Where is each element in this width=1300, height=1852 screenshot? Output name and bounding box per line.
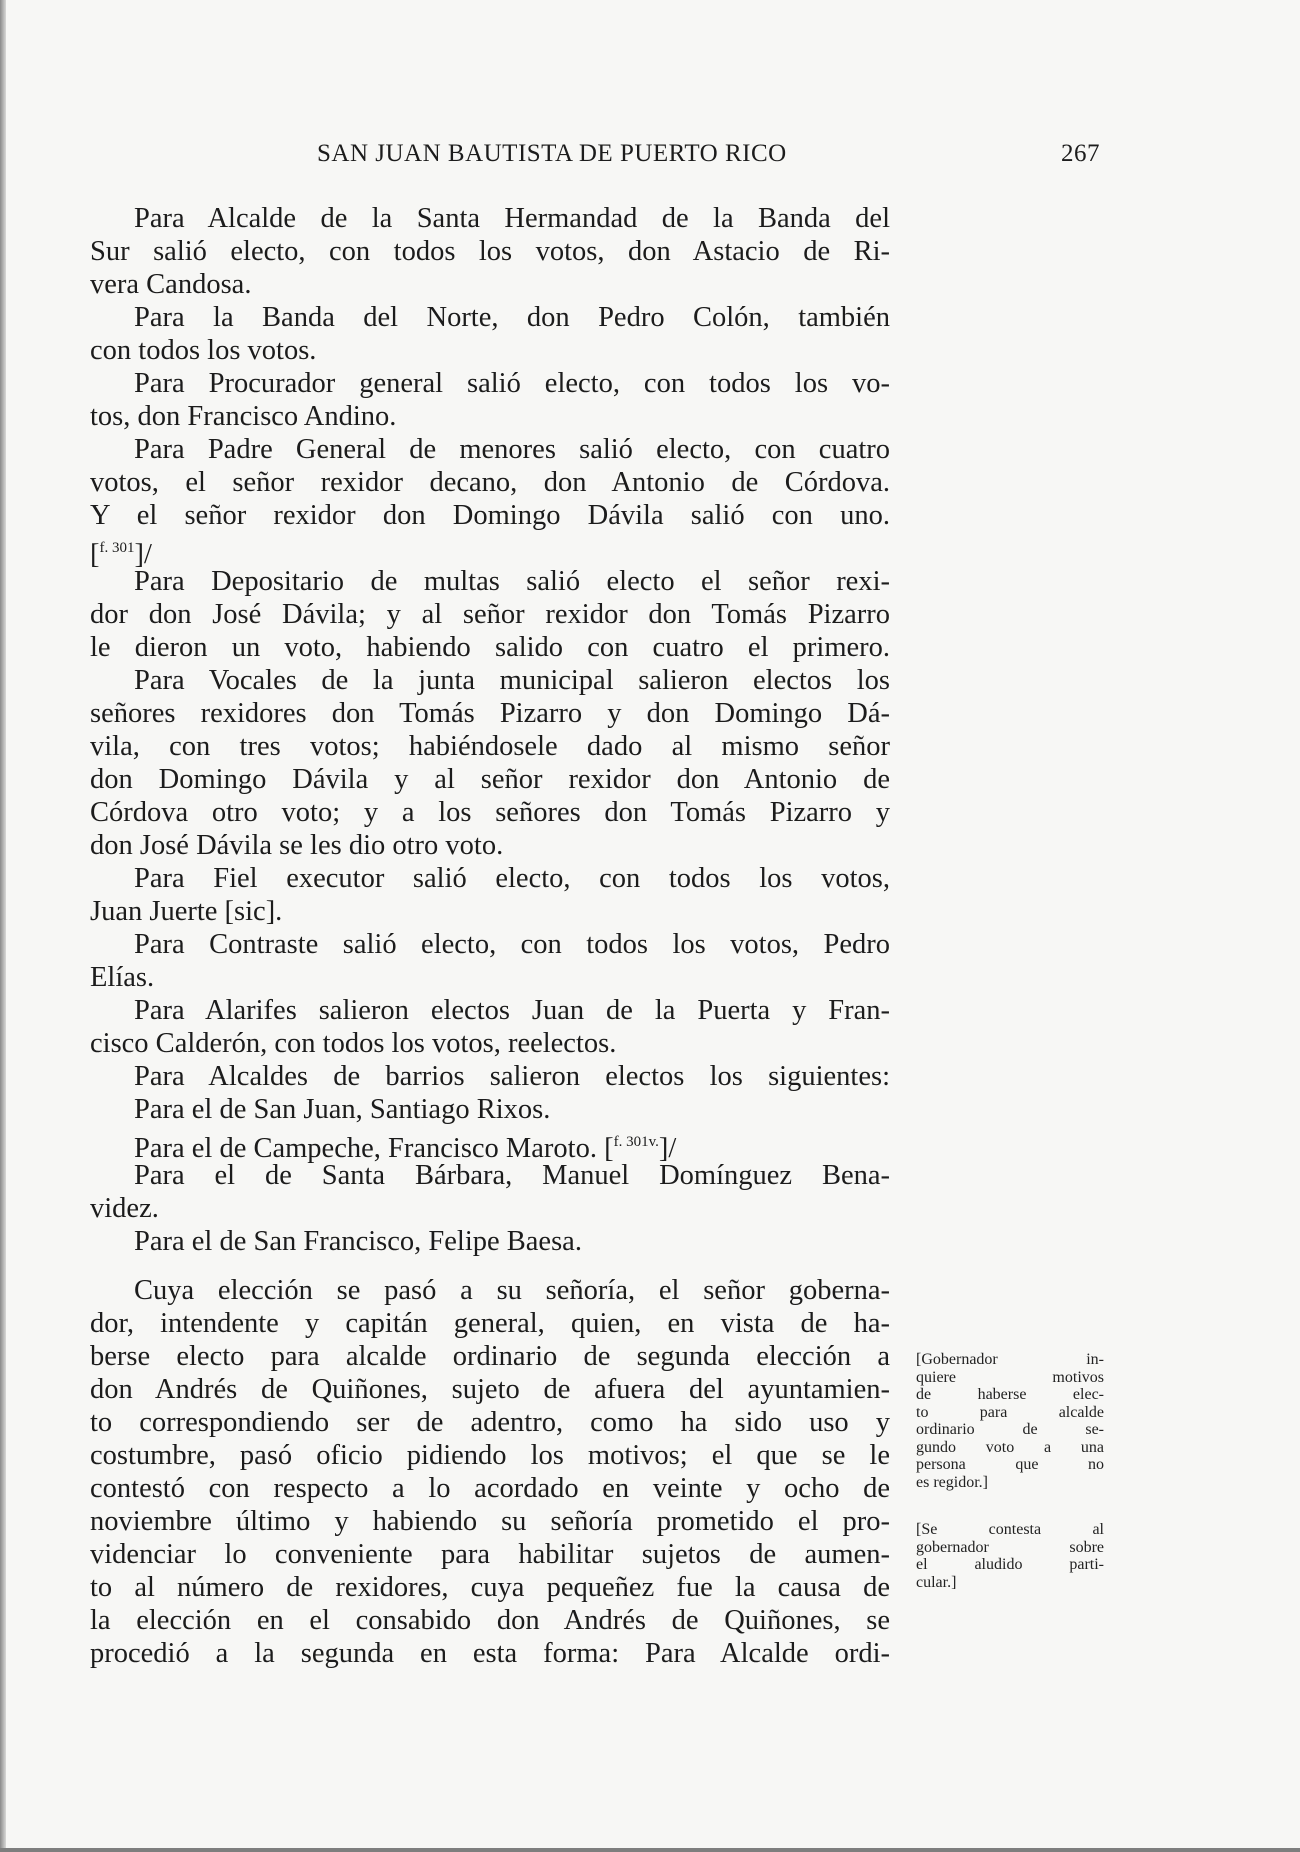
text-line: Y el señor rexidor don Domingo Dávila salió con uno. bbox=[90, 500, 890, 531]
text-line: votos, el señor rexidor decano, don Antonio de Córdova. bbox=[90, 467, 890, 498]
text-line: vila, con tres votos; habiéndosele dado al mismo señor bbox=[90, 731, 890, 762]
folio-marker: [$^{f. 301v.}$]/ bbox=[604, 1133, 677, 1164]
text-line: Juan Juerte [sic]. bbox=[90, 896, 283, 927]
text-line: noviembre último y habiendo su señoría prometido el pro- bbox=[90, 1506, 890, 1537]
text-line: dor don José Dávila; y al señor rexidor don Tomás Pizarro bbox=[90, 599, 890, 630]
margin-note-governor-inquiry bbox=[916, 1351, 1104, 1491]
text-line: don Domingo Dávila y al señor rexidor don Antonio de bbox=[90, 764, 890, 795]
text-line: to correspondiendo ser de adentro, como ha sido uso y bbox=[90, 1407, 890, 1438]
text-line: costumbre, pasó oficio pidiendo los motivos; el que se le bbox=[90, 1440, 890, 1471]
text-line: contestó con respecto a lo acordado en veinte y ocho de bbox=[90, 1473, 890, 1504]
text-line: don José Dávila se les dio otro voto. bbox=[90, 830, 504, 861]
text-line: Elías. bbox=[90, 962, 155, 993]
text-line: Para Procurador general salió electo, con todos los vo- bbox=[134, 368, 890, 399]
text-line: Para Alarifes salieron electos Juan de la Puerta y Fran- bbox=[134, 995, 890, 1026]
text-line: Cuya elección se pasó a su señoría, el señor goberna- bbox=[134, 1275, 890, 1306]
text-line: procedió a la segunda en esta forma: Para Alcalde ordi- bbox=[90, 1638, 890, 1669]
note-line: es regidor.] bbox=[916, 1473, 988, 1491]
text-line: cisco Calderón, con todos los votos, reelectos. bbox=[90, 1028, 617, 1059]
text-line: Para Alcaldes de barrios salieron electos los siguientes: bbox=[134, 1061, 890, 1092]
text-line bbox=[90, 1126, 890, 1164]
text-line: Para la Banda del Norte, don Pedro Colón, también bbox=[134, 302, 890, 333]
text-line: tos, don Francisco Andino. bbox=[90, 401, 397, 432]
note-line: persona que no bbox=[916, 1456, 1104, 1473]
text-line: videnciar lo conveniente para habilitar sujetos de aumen- bbox=[90, 1539, 890, 1570]
text-line: dor, intendente y capitán general, quien, en vista de ha- bbox=[90, 1308, 890, 1339]
text-line: con todos los votos. bbox=[90, 335, 317, 366]
note-line: quiere motivos bbox=[916, 1368, 1104, 1386]
page-edge bbox=[0, 0, 6, 1852]
text-line: señores rexidores don Tomás Pizarro y don Domingo Dá- bbox=[90, 698, 890, 729]
text-line: Córdova otro voto; y a los señores don Tomás Pizarro y bbox=[90, 797, 890, 828]
text-line: le dieron un voto, habiendo salido con cuatro el primero. bbox=[90, 632, 890, 663]
text-line: Para Alcalde de la Santa Hermandad de la Banda del bbox=[134, 203, 890, 234]
text-line: Para el de San Francisco, Felipe Baesa. bbox=[134, 1226, 582, 1257]
note-line: gobernador sobre bbox=[916, 1538, 1104, 1556]
margin-note-reply bbox=[916, 1521, 1104, 1591]
text-line: Para el de Santa Bárbara, Manuel Domínguez Bena- bbox=[134, 1160, 890, 1191]
text-line: don Andrés de Quiñones, sujeto de afuera del ayuntamien- bbox=[90, 1374, 890, 1405]
text-line: Para Depositario de multas salió electo el señor rexi- bbox=[134, 566, 890, 597]
text-line: Sur salió electo, con todos los votos, don Astacio de Ri- bbox=[90, 236, 890, 267]
note-line: cular.] bbox=[916, 1573, 957, 1591]
running-title: SAN JUAN BAUTISTA DE PUERTO RICO bbox=[317, 140, 787, 167]
text-line: Para Padre General de menores salió electo, con cuatro bbox=[134, 434, 890, 465]
note-line: ordinario de se- bbox=[916, 1421, 1104, 1438]
text-line: Para Contraste salió electo, con todos los votos, Pedro bbox=[134, 929, 890, 960]
text-line: Para Fiel executor salió electo, con todos los votos, bbox=[134, 863, 890, 894]
text-line: berse electo para alcalde ordinario de segunda elección a bbox=[90, 1341, 890, 1372]
text-line: vera Candosa. bbox=[90, 269, 252, 300]
text-segment: Para el de Campeche, Francisco Maroto. bbox=[134, 1133, 597, 1164]
text-line: to al número de rexidores, cuya pequeñez fue la causa de bbox=[90, 1572, 890, 1603]
text-line: Para Vocales de la junta municipal salieron electos los bbox=[134, 665, 890, 696]
page-edge-bottom bbox=[0, 1848, 1300, 1852]
running-header bbox=[90, 140, 1100, 174]
main-text bbox=[90, 202, 890, 1670]
text-line: Para el de San Juan, Santiago Rixos. bbox=[134, 1094, 551, 1125]
note-line: el aludido parti- bbox=[916, 1556, 1104, 1573]
margin-notes bbox=[916, 1351, 1104, 1621]
note-line: [Se contesta al bbox=[916, 1521, 1104, 1538]
note-line: gundo voto a una bbox=[916, 1438, 1104, 1456]
folio-marker: [$^{f. 301}$]/ bbox=[90, 539, 152, 570]
text-line: videz. bbox=[90, 1193, 159, 1224]
note-line: to para alcalde bbox=[916, 1403, 1104, 1421]
note-line: de haberse elec- bbox=[916, 1386, 1104, 1403]
note-line: [Gobernador in- bbox=[916, 1351, 1104, 1368]
text-line: la elección en el consabido don Andrés de Quiñones, se bbox=[90, 1605, 890, 1636]
page-number: 267 bbox=[1061, 140, 1100, 167]
